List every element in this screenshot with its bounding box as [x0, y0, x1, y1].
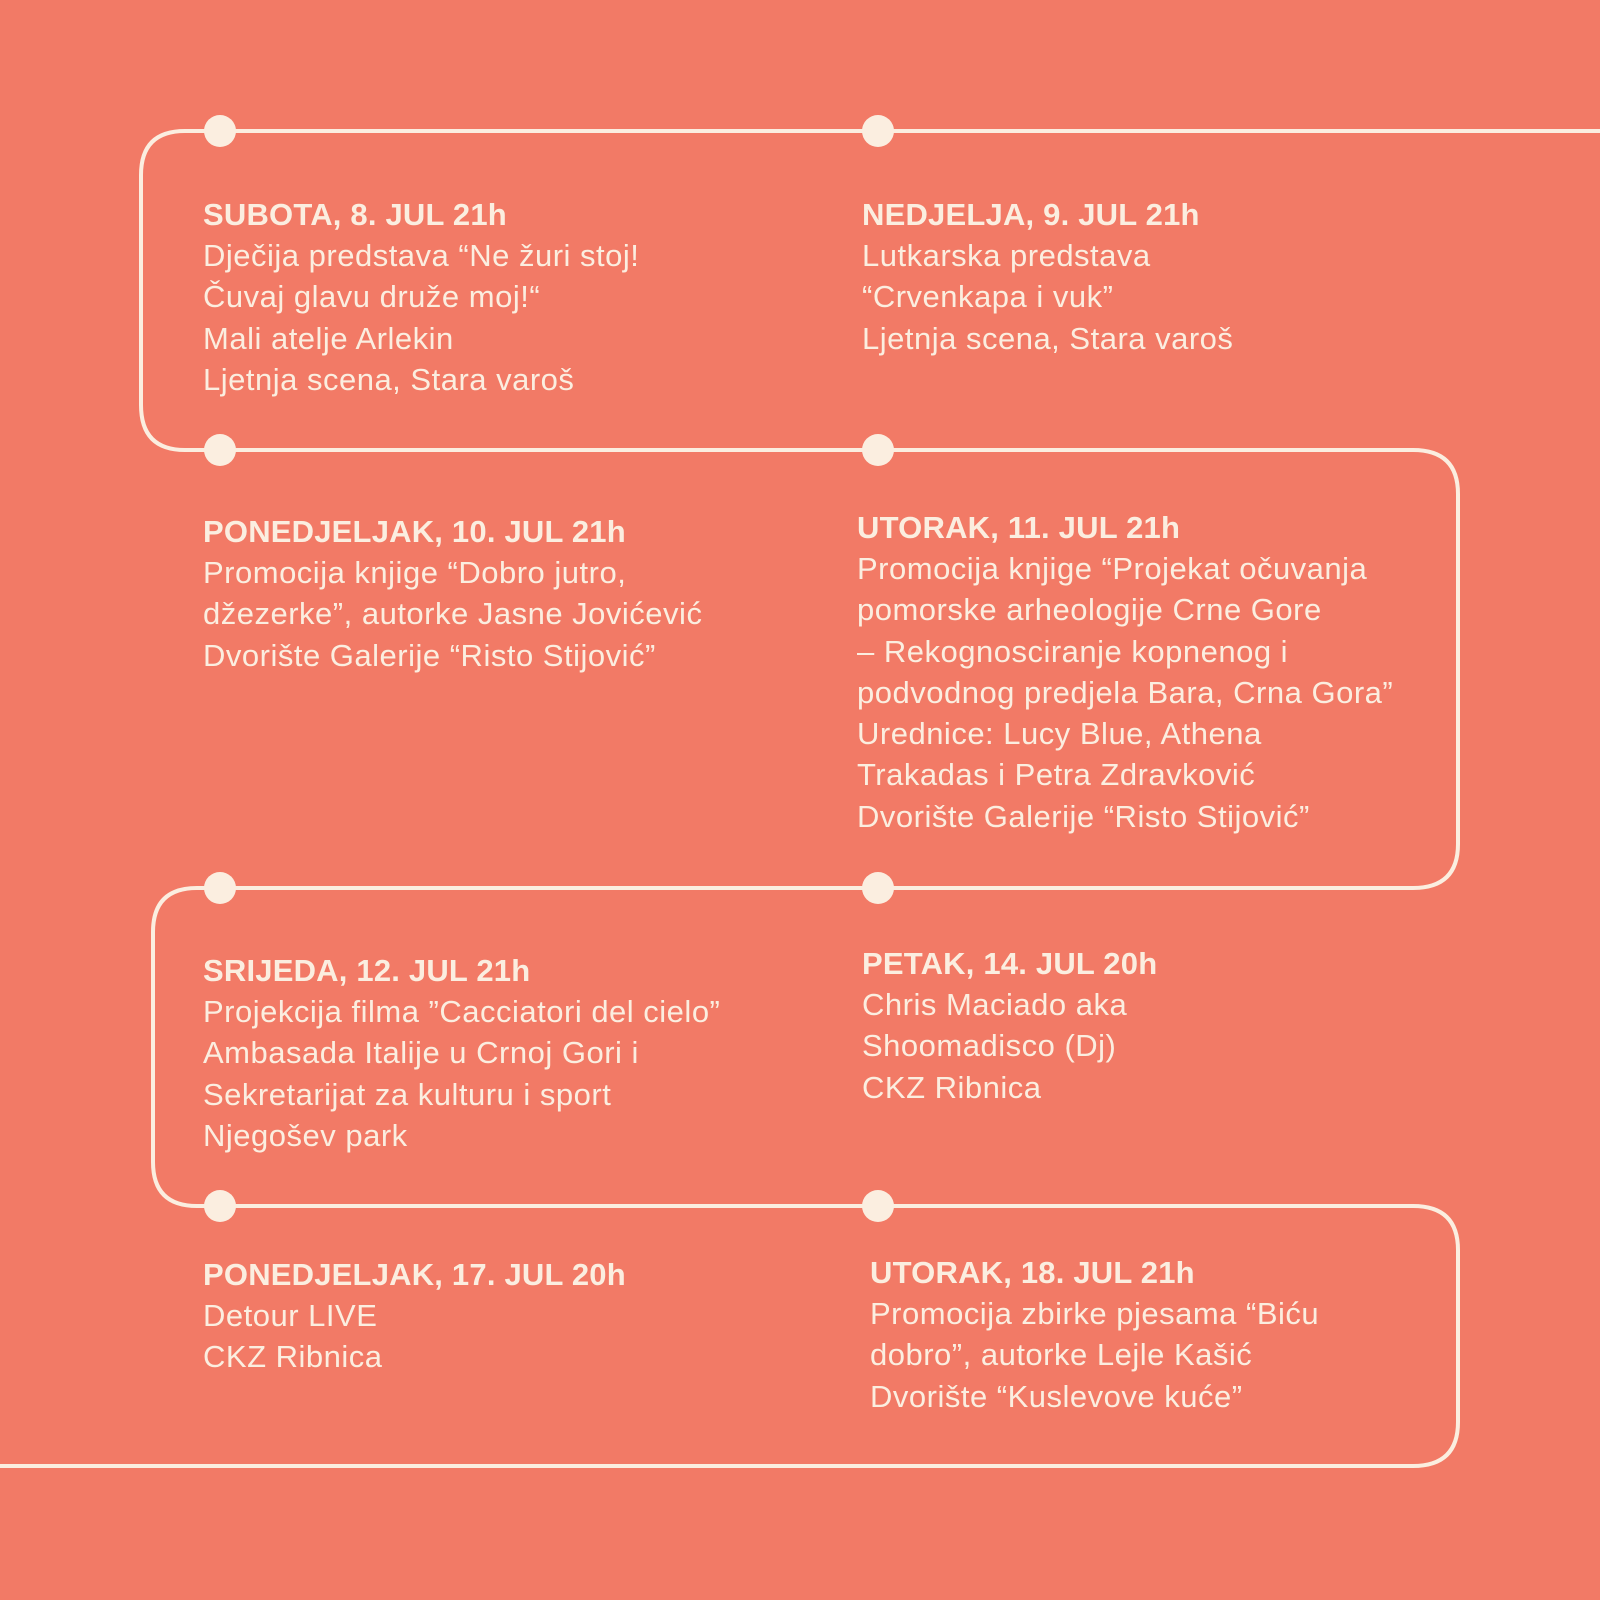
event-details [862, 984, 1157, 1108]
event-detail-line: Urednice: Lucy Blue, Athena [857, 716, 1262, 752]
event-block [203, 511, 702, 676]
event-title: PETAK, 14. JUL 20h [862, 946, 1158, 981]
event-details [862, 235, 1233, 359]
event-detail-line: Ljetnja scena, Stara varoš [862, 320, 1234, 356]
event-block [862, 194, 1233, 359]
event-detail-line: Projekcija filma ”Cacciatori del cielo” [203, 994, 721, 1029]
event-detail-line: – Rekognosciranje kopnenog i [857, 633, 1289, 669]
event-detail-line: džezerke”, autorke Jasne Jovićević [203, 596, 703, 632]
event-title: SUBOTA, 8. JUL 21h [203, 197, 507, 232]
event-detail-line: Promocija knjige “Projekat očuvanja [857, 551, 1368, 586]
event-details [203, 552, 702, 676]
timeline-dot [862, 115, 894, 147]
event-title: SRIJEDA, 12. JUL 21h [203, 953, 531, 988]
event-detail-line: Dvorište Galerije “Risto Stijović” [857, 798, 1310, 834]
timeline-dot [204, 434, 236, 466]
event-detail-line: Njegošev park [203, 1117, 408, 1153]
event-details [203, 1295, 626, 1378]
event-detail-line: Trakadas i Petra Zdravković [857, 757, 1256, 793]
event-details [857, 548, 1393, 837]
event-detail-line: Ljetnja scena, Stara varoš [203, 361, 575, 397]
event-title: PONEDJELJAK, 17. JUL 20h [203, 1257, 626, 1292]
event-block [203, 194, 639, 400]
timeline-dot [862, 872, 894, 904]
event-detail-line: Dječija predstava “Ne žuri stoj! [203, 238, 640, 273]
timeline-dot [204, 872, 236, 904]
event-detail-line: pomorske arheologije Crne Gore [857, 592, 1322, 628]
event-details [203, 991, 720, 1156]
event-title: UTORAK, 11. JUL 21h [857, 510, 1181, 545]
timeline-dot [204, 115, 236, 147]
timeline-dot [862, 434, 894, 466]
event-detail-line: CKZ Ribnica [862, 1069, 1042, 1105]
event-detail-line: “Crvenkapa i vuk” [862, 279, 1114, 315]
event-detail-line: Sekretarijat za kulturu i sport [203, 1076, 612, 1112]
event-detail-line: Shoomadisco (Dj) [862, 1028, 1117, 1064]
event-detail-line: Promocija zbirke pjesama “Biću [870, 1296, 1320, 1331]
event-detail-line: Promocija knjige “Dobro jutro, [203, 555, 627, 590]
event-detail-line: Lutkarska predstava [862, 238, 1151, 273]
event-block [203, 1254, 626, 1378]
event-detail-line: dobro”, autorke Lejle Kašić [870, 1337, 1253, 1373]
event-detail-line: Detour LIVE [203, 1298, 378, 1333]
event-block [203, 950, 720, 1156]
event-title: PONEDJELJAK, 10. JUL 21h [203, 514, 626, 549]
event-detail-line: CKZ Ribnica [203, 1339, 383, 1375]
event-block [870, 1252, 1319, 1417]
event-title: UTORAK, 18. JUL 21h [870, 1255, 1195, 1290]
event-title: NEDJELJA, 9. JUL 21h [862, 197, 1200, 232]
event-details [870, 1293, 1319, 1417]
event-block [862, 943, 1157, 1108]
event-block [857, 507, 1393, 837]
event-detail-line: Mali atelje Arlekin [203, 320, 454, 356]
event-detail-line: Čuvaj glavu druže moj!“ [203, 279, 541, 315]
event-detail-line: Chris Maciado aka [862, 987, 1128, 1022]
timeline-dot [862, 1190, 894, 1222]
event-details [203, 235, 639, 400]
event-detail-line: Dvorište Galerije “Risto Stijović” [203, 637, 656, 673]
timeline-dot [204, 1190, 236, 1222]
event-detail-line: podvodnog predjela Bara, Crna Gora” [857, 674, 1394, 710]
event-detail-line: Ambasada Italije u Crnoj Gori i [203, 1035, 639, 1071]
event-detail-line: Dvorište “Kuslevove kuće” [870, 1378, 1243, 1414]
